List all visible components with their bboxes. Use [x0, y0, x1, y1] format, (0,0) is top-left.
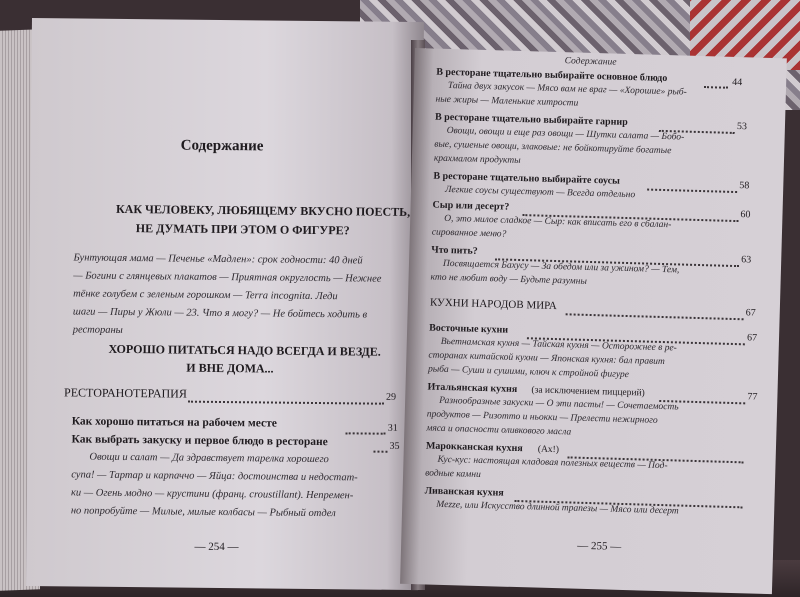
page-ref: 58 — [739, 180, 750, 192]
dot-leader — [647, 189, 737, 194]
entry-body-line: Вьетнамская кухня — Тайская кухня — Осторожнее в ре- — [440, 336, 677, 354]
entry-body-line: рыба — Суши и сушими, ключ к стройной фигуре — [427, 364, 630, 381]
page-ref: 44 — [732, 76, 743, 89]
dot-leader — [704, 86, 728, 89]
entry-body-line: кто не любит воду — Будьте разумны — [430, 272, 587, 287]
dot-leader — [188, 401, 384, 405]
entry-body-line: Овощи, овощи и еще раз овощи — Шутки салата — Бобо- — [446, 125, 685, 143]
section-title-line: КАК ЧЕЛОВЕКУ, ЛЮБЯЩЕМУ ВКУСНО ПОЕСТЬ, — [115, 201, 411, 219]
entry-body-line: крахмалом продукты — [433, 153, 521, 166]
entry-body-line: продуктов — Ризотто и ньокки — Прелести нежирного — [426, 409, 658, 426]
toc-entry: Итальянская кухня — [427, 381, 518, 395]
entry-body-line: Овощи и салат — Да здравствует тарелка хорошего — [89, 451, 329, 466]
entry-body-line: сторанах китайской кухни — Японская кухня: бал правит — [428, 350, 665, 368]
toc-entry: Что пить? — [431, 244, 478, 257]
section-body-line: тёнке голубем с зеленым горошком — Terra incognita. Леди — [73, 288, 338, 303]
section-body-line: рестораны — [72, 324, 123, 336]
section-body-line: Бунтующая мама — Печенье «Мадлен»: срок годности: 40 дней — [73, 252, 363, 267]
toc-entry-note: (за исключением пиццерий) — [531, 385, 645, 399]
section-body-line: — Богини с глянцевых плакатов — Приятная округлость — Нежнее — [73, 270, 382, 285]
page-ref: 29 — [385, 391, 397, 403]
page-ref: 60 — [740, 209, 751, 221]
toc-entry: Как выбрать закуску и первое блюдо в ресторане — [71, 433, 328, 449]
section-title-line: НЕ ДУМАТЬ ПРИ ЭТОМ О ФИГУРЕ? — [135, 221, 350, 238]
running-head: Содержание — [564, 56, 617, 68]
page-ref: 67 — [745, 307, 756, 319]
entry-body-line: сированное меню? — [431, 227, 507, 240]
page-ref: 31 — [387, 422, 398, 434]
toc-entry: Восточные кухни — [429, 322, 509, 336]
entry-body-line: Mezze, или Искусство длинной трапезы — Мясо или десерт — [436, 499, 679, 517]
entry-body-line: но попробуйте — Милые, милые колбасы — Рыбный отдел — [70, 505, 336, 520]
toc-entry: В ресторане тщательно выбирайте соусы — [433, 170, 621, 187]
toc-entry: Ливанская кухня — [424, 485, 504, 499]
page-ref: 67 — [746, 332, 758, 344]
toc-entry: Сыр или десерт? — [432, 199, 510, 213]
page-ref: 53 — [736, 121, 748, 133]
page-number: — 254 — — [194, 540, 239, 554]
entry-body-line: Легкие соусы существуют — Всегда отдельно — [444, 184, 636, 201]
entry-body-line: водные камни — [424, 468, 481, 481]
chapter-label: РЕСТОРАНОТЕРАПИЯ — [64, 385, 187, 401]
entry-body-line: ные жиры — Маленькие хитрости — [435, 94, 579, 109]
entry-body-line: мяса и опасности оливкового масла — [426, 423, 572, 438]
entry-body-line: О, это милое сладкое — Сыр: как вписать его в сбалан- — [444, 213, 672, 231]
toc-entry: Как хорошо питаться на рабочем месте — [71, 415, 277, 430]
entry-body-line: ки — Огень модно — крустини (франц. croustillant). Непремен- — [70, 487, 354, 502]
entry-body-line: Тайна двух закусок — Мясо вам не враг — «Хорошие» рыб- — [447, 80, 687, 98]
entry-body-line: Кус-кус: настоящая кладовая полезных веществ — Под- — [437, 454, 668, 472]
chapter-label: КУХНИ НАРОДОВ МИРА — [429, 296, 557, 313]
entry-body-line: супа! — Тартар и карпаччо — Яйца: достоинства и недостат- — [71, 469, 358, 484]
right-page — [400, 48, 787, 594]
toc-entry-note: (Ах!) — [537, 444, 560, 456]
page-number: — 255 — — [576, 539, 622, 553]
dot-leader — [373, 451, 387, 453]
page-ref: 35 — [389, 440, 400, 452]
page-title: Содержание — [180, 137, 264, 155]
toc-entry: Марокканская кухня — [425, 440, 523, 455]
toc-entry: В ресторане тщательно выбирайте основное блюдо — [436, 66, 668, 85]
entry-body-line: Посвящается Бахусу — За обедом или за ужином? — Тем, — [442, 258, 680, 276]
section-title-line: ХОРОШО ПИТАТЬСЯ НАДО ВСЕГДА И ВЕЗДЕ. — [108, 341, 381, 359]
left-page — [26, 18, 424, 590]
dot-leader — [346, 432, 386, 434]
page-ref: 63 — [741, 254, 752, 266]
dot-leader — [566, 313, 744, 320]
section-body-line: шаги — Пиры у Жюли — 23. Что я могу? — Не бойтесь ходить в — [72, 306, 368, 321]
page-ref: 77 — [747, 391, 758, 403]
entry-body-line: Разнообразные закуски — О эти пасты! — Сочетаемость — [439, 395, 679, 413]
toc-entry: В ресторане тщательно выбирайте гарнир — [434, 111, 628, 128]
entry-body-line: вые, сушеные овощи, злаковые: не бойкотируйте богатые — [434, 139, 672, 157]
section-title-line: И ВНЕ ДОМА... — [186, 360, 274, 376]
